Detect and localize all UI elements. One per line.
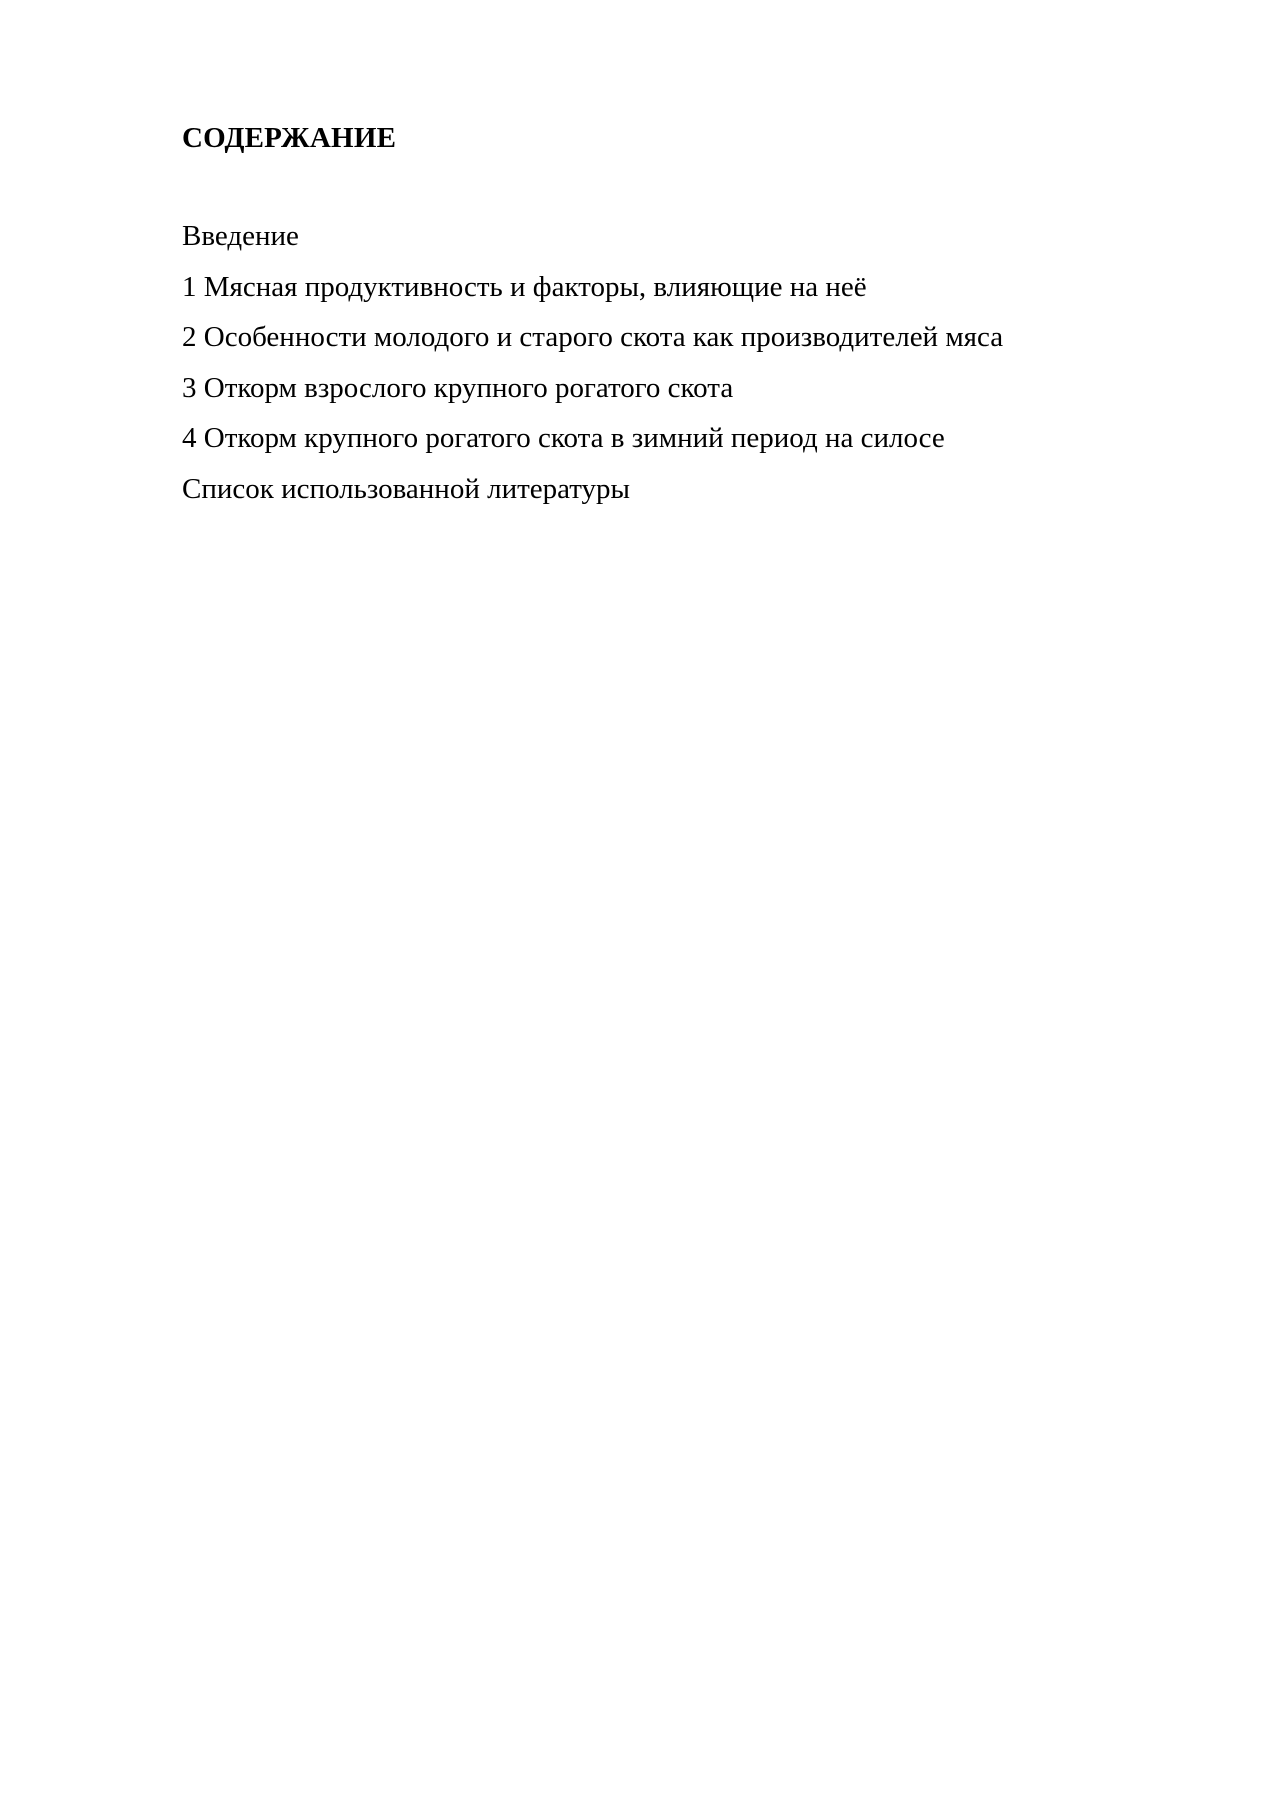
toc-heading: СОДЕРЖАНИЕ [182,122,397,154]
toc-item-references: Список использованной литературы [182,472,631,505]
toc-item-chapter-2: 2 Особенности молодого и старого скота как производителей мяса [182,321,1004,353]
toc-item-chapter-1: 1 Мясная продуктивность и факторы, влияющие на неё [182,270,867,303]
toc-item-chapter-4: 4 Откорм крупного рогатого скота в зимний период на силосе [182,422,945,454]
table-of-contents [182,211,1003,514]
toc-item-chapter-3: 3 Откорм взрослого крупного рогатого скота [182,371,734,404]
toc-item-introduction: Введение [182,220,299,252]
